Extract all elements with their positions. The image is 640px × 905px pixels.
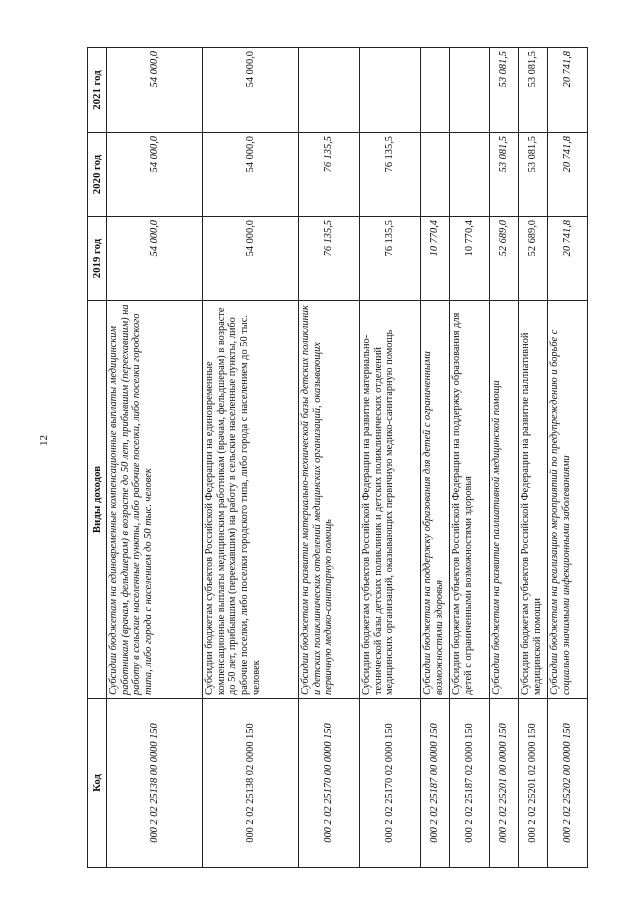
row-value-2020: 76 135,5 — [360, 133, 421, 217]
row-code: 000 2 02 25201 00 0000 150 — [490, 699, 519, 868]
table-row — [548, 48, 588, 868]
rotated-table-container — [87, 48, 573, 868]
header-revenue-type: Виды доходов — [88, 301, 107, 699]
row-value-2020: 53 081,5 — [519, 133, 548, 217]
header-year-2019: 2019 год — [88, 217, 107, 301]
row-value-2020: 76 135,5 — [299, 133, 360, 217]
table-header-row — [88, 48, 107, 868]
row-code: 000 2 02 25202 00 0000 150 — [548, 699, 588, 868]
row-value-2021 — [450, 48, 490, 133]
row-value-2021: 53 081,5 — [519, 48, 548, 133]
table-row — [360, 48, 421, 868]
header-code: Код — [88, 699, 107, 868]
row-description: Субсидии бюджетам на развитие паллиативной медицинской помощи — [490, 301, 519, 699]
row-value-2020 — [450, 133, 490, 217]
revenue-table — [87, 47, 588, 868]
row-value-2019: 10 770,4 — [421, 217, 450, 301]
table-row — [299, 48, 360, 868]
row-description: Субсидии бюджетам на реализацию мероприятий по предупреждению и борьбе с социально значимыми инфекционными заболеваниями — [548, 301, 588, 699]
table-row — [519, 48, 548, 868]
table-row — [421, 48, 450, 868]
row-value-2019: 76 135,5 — [360, 217, 421, 301]
row-value-2019: 52 689,0 — [519, 217, 548, 301]
row-value-2019: 10 770,4 — [450, 217, 490, 301]
row-description: Субсидии бюджетам субъектов Российской Федерации на развитие паллиативной медицинской помощи — [519, 301, 548, 699]
row-code: 000 2 02 25138 00 0000 150 — [107, 699, 203, 868]
header-year-2020: 2020 год — [88, 133, 107, 217]
row-value-2020: 53 081,5 — [490, 133, 519, 217]
table-row — [107, 48, 203, 868]
page-number: 12 — [38, 435, 50, 446]
row-value-2019: 54 000,0 — [107, 217, 203, 301]
row-description: Субсидии бюджетам на единовременные компенсационные выплаты медицинским работникам (врачам, фельдшерам) в возрасте до 50 лет, прибывшим (переехавшим) на работу в сельские населенные пункты, либо рабочие поселки, либо поселки городского типа, либо города с населением до 50 тыс. человек — [107, 301, 203, 699]
row-value-2020: 20 741,8 — [548, 133, 588, 217]
row-code: 000 2 02 25138 02 0000 150 — [203, 699, 299, 868]
row-value-2019: 20 741,8 — [548, 217, 588, 301]
header-year-2021: 2021 год — [88, 48, 107, 133]
table-row — [203, 48, 299, 868]
row-value-2019: 52 689,0 — [490, 217, 519, 301]
row-description: Субсидии бюджетам субъектов Российской Федерации на поддержку образования для детей с ограниченными возможностями здоровья — [450, 301, 490, 699]
row-value-2021 — [360, 48, 421, 133]
row-value-2020 — [421, 133, 450, 217]
row-value-2020: 54 000,0 — [107, 133, 203, 217]
row-description: Субсидии бюджетам субъектов Российской Федерации на развитие материально-технической базы детских поликлиник и детских поликлинических отделений медицинских организаций, оказывающих первичную медико-санитарную помощь — [360, 301, 421, 699]
row-value-2021: 53 081,5 — [490, 48, 519, 133]
row-code: 000 2 02 25170 02 0000 150 — [360, 699, 421, 868]
row-value-2020: 54 000,0 — [203, 133, 299, 217]
row-value-2021 — [421, 48, 450, 133]
row-code: 000 2 02 25201 02 0000 150 — [519, 699, 548, 868]
row-code: 000 2 02 25170 00 0000 150 — [299, 699, 360, 868]
row-value-2019: 76 135,5 — [299, 217, 360, 301]
table-row — [450, 48, 490, 868]
row-code: 000 2 02 25187 02 0000 150 — [450, 699, 490, 868]
row-value-2021: 54 000,0 — [107, 48, 203, 133]
row-value-2021: 20 741,8 — [548, 48, 588, 133]
row-value-2019: 54 000,0 — [203, 217, 299, 301]
row-value-2021 — [299, 48, 360, 133]
row-description: Субсидии бюджетам субъектов Российской Федерации на единовременные компенсационные выплаты медицинским работникам (врачам, фельдшерам) в возрасте до 50 лет, прибывшим (переехавшим) на работу в сельские населенные пункты, либо рабочие поселки, либо поселки городского типа, либо города с населением до 50 тыс. человек — [203, 301, 299, 699]
row-value-2021: 54 000,0 — [203, 48, 299, 133]
row-description: Субсидии бюджетам на поддержку образования для детей с ограниченными возможностями здоровья — [421, 301, 450, 699]
row-description: Субсидии бюджетам на развитие материально-технической базы детских поликлиник и детских поликлинических отделений медицинских организаций, оказывающих первичную медико-санитарную помощь — [299, 301, 360, 699]
table-row — [490, 48, 519, 868]
row-code: 000 2 02 25187 00 0000 150 — [421, 699, 450, 868]
